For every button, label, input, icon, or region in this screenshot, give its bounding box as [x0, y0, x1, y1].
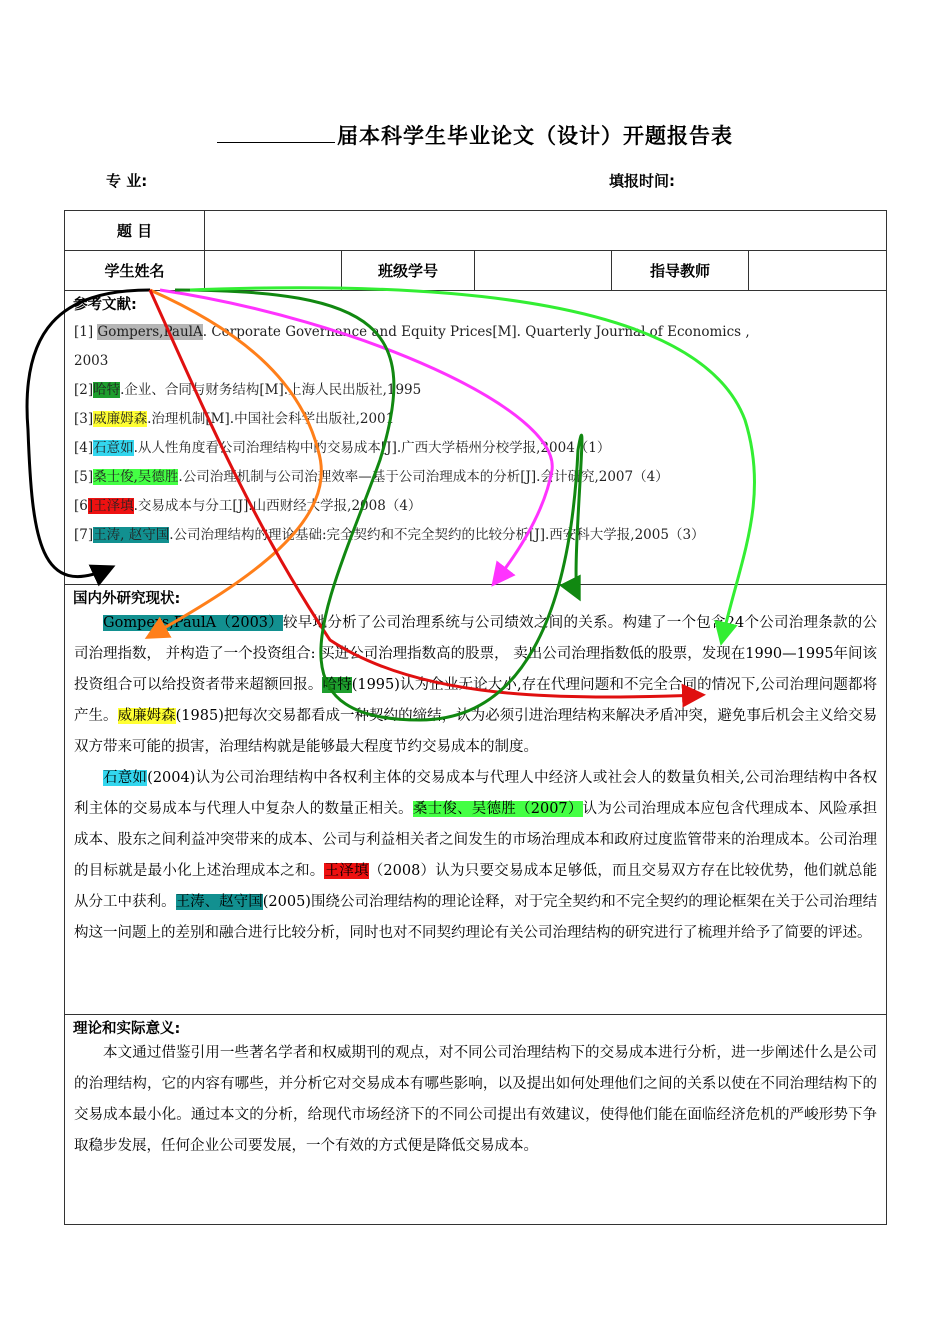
author-highlight: 王泽填: [324, 863, 369, 879]
author-highlight: 王涛、赵守国: [175, 894, 263, 910]
major-label: 专 业:: [106, 172, 148, 190]
class-id-label-cell: [342, 251, 475, 291]
ref-author-highlight: Gompers,PaulA: [97, 324, 203, 340]
topic-label-cell: [65, 211, 205, 251]
ref-author-highlight: 哈特: [93, 382, 121, 398]
topic-field[interactable]: [205, 211, 887, 251]
author-highlight: 哈特: [322, 677, 352, 693]
research-paragraph-2: 石意如(2004)认为公司治理结构中各权利主体的交易成本与代理人中经济人或社会人的数量负相关,公司治理结构中各权利主体的交易成本与代理人中复杂人的数量正相关。桑士俊、吴德胜（2007）认为公司治理成本应包含代理成本、风险承担成本、股东之间利益冲突带来的成本、公司与利益相关者之间发生的市场治理成本和政府过度监管带来的治理成本。公司治理的目标就是最小化上述治理成本之和。王泽填（2008）认为只要交易成本足够低，而且交易双方存在比较优势，他们就总能从分工中获利。王涛、赵守国(2005)围绕公司治理结构的理论诠释，对于完全契约和不完全契约的理论框架在关于公司治理结构这一问题上的差别和融合进行比较分析，同时也对不同契约理论有关公司治理结构的研究进行了梳理并给予了简要的评述。: [74, 770, 878, 941]
title-blank-line[interactable]: [217, 124, 335, 143]
references-heading: 参考文献:: [73, 297, 137, 313]
research-section: [65, 585, 887, 1015]
significance-heading: 理论和实际意义:: [73, 1021, 181, 1037]
ref-item-2: [2]哈特.企业、合同与财务结构[M].上海人民出版社,1995: [74, 382, 422, 398]
class-id-label: 班级学号: [377, 262, 438, 280]
significance-paragraph: 本文通过借鉴引用一些著名学者和权威期刊的观点，对不同公司治理结构下的交易成本进行分析，进一步阐述什么是公司的治理结构，它的内容有哪些，并分析它对交易成本有哪些影响，以及提出如何处理他们之间的关系以使在不同治理结构下的交易成本最小化。通过本文的分析，给现代市场经济下的不同公司提出有效建议，使得他们能在面临经济危机的严峻形势下争取稳步发展，任何企业公司要发展，一个有效的方式便是降低交易成本。: [74, 1045, 878, 1154]
class-id-field[interactable]: [475, 251, 612, 291]
ref-item-1-cont: 2003: [74, 353, 109, 369]
ref-author-highlight: ]王泽填: [87, 498, 134, 514]
ref-item-1: [1] Gompers,PaulA. Corporate Governance and Equity Prices[M]. Quarterly Journal of Economics ,: [74, 324, 750, 340]
student-name-label: 学生姓名: [104, 262, 165, 280]
ref-item-7: [7]王涛, 赵守国.公司治理结构的理论基础:完全契约和不完全契约的比较分析[J].西安科大学报,2005（3）: [74, 527, 705, 543]
ref-item-3: [3]威廉姆森.治理机制[M].中国社会科学出版社,2001: [74, 411, 395, 427]
student-name-label-cell: [65, 251, 205, 291]
ref-item-4: [4]石意如.从人性角度看公司治理结构中的交易成本[J].广西大学梧州分校学报,2004（1）: [74, 440, 611, 456]
significance-section: [65, 1015, 887, 1225]
student-name-field[interactable]: [205, 251, 342, 291]
research-paragraph-1: Gompers,PaulA（2003）较早地分析了公司治理系统与公司绩效之间的关系。构建了一个包含24个公司治理条款的公司治理指数， 并构造了一个投资组合: 买进公司治理指数高的股票， 卖出公司治理指数低的股票，发现在1990—1995年间该投资组合可以给投资者带来超额回报。哈特(1995)认为企业无论大小,存在代理问题和不完全合同的情况下,公司治理问题都将产生。威廉姆森(1985)把每次交易都看成一种契约的缔结，认为必须引进治理结构来解决矛盾冲突，避免事后机会主义给交易双方带来可能的损害，治理结构就是能够最大程度节约交易成本的制度。: [74, 615, 878, 755]
author-highlight: 威廉姆森: [117, 708, 176, 724]
author-highlight: Gompers,PaulA（2003）: [103, 615, 284, 631]
report-form: [64, 210, 887, 1225]
ref-author-highlight: 石意如: [93, 440, 134, 456]
ref-author-highlight: 王涛, 赵守国: [93, 527, 170, 543]
date-label: 填报时间:: [609, 172, 675, 190]
ref-item-6: [6]王泽填.交易成本与分工[J].山西财经大学报,2008（4）: [74, 498, 422, 514]
references-list: [65, 314, 886, 550]
ref-author-highlight: 桑士俊,吴德胜: [93, 469, 179, 485]
references-section: [65, 291, 887, 585]
ref-author-highlight: 威廉姆森: [93, 411, 148, 427]
advisor-field[interactable]: [749, 251, 887, 291]
topic-label: 题 目: [116, 222, 153, 240]
author-highlight: 石意如: [103, 770, 148, 786]
advisor-label: 指导教师: [649, 262, 710, 280]
advisor-label-cell: [612, 251, 749, 291]
research-heading: 国内外研究现状:: [73, 591, 181, 607]
ref-item-5: [5]桑士俊,吴德胜.公司治理机制与公司治理效率—基于公司治理成本的分析[J].会计研究,2007（4）: [74, 469, 669, 485]
author-highlight: 桑士俊、吴德胜（2007）: [412, 801, 583, 817]
page-title: 届本科学生毕业论文（设计）开题报告表: [0, 120, 950, 150]
